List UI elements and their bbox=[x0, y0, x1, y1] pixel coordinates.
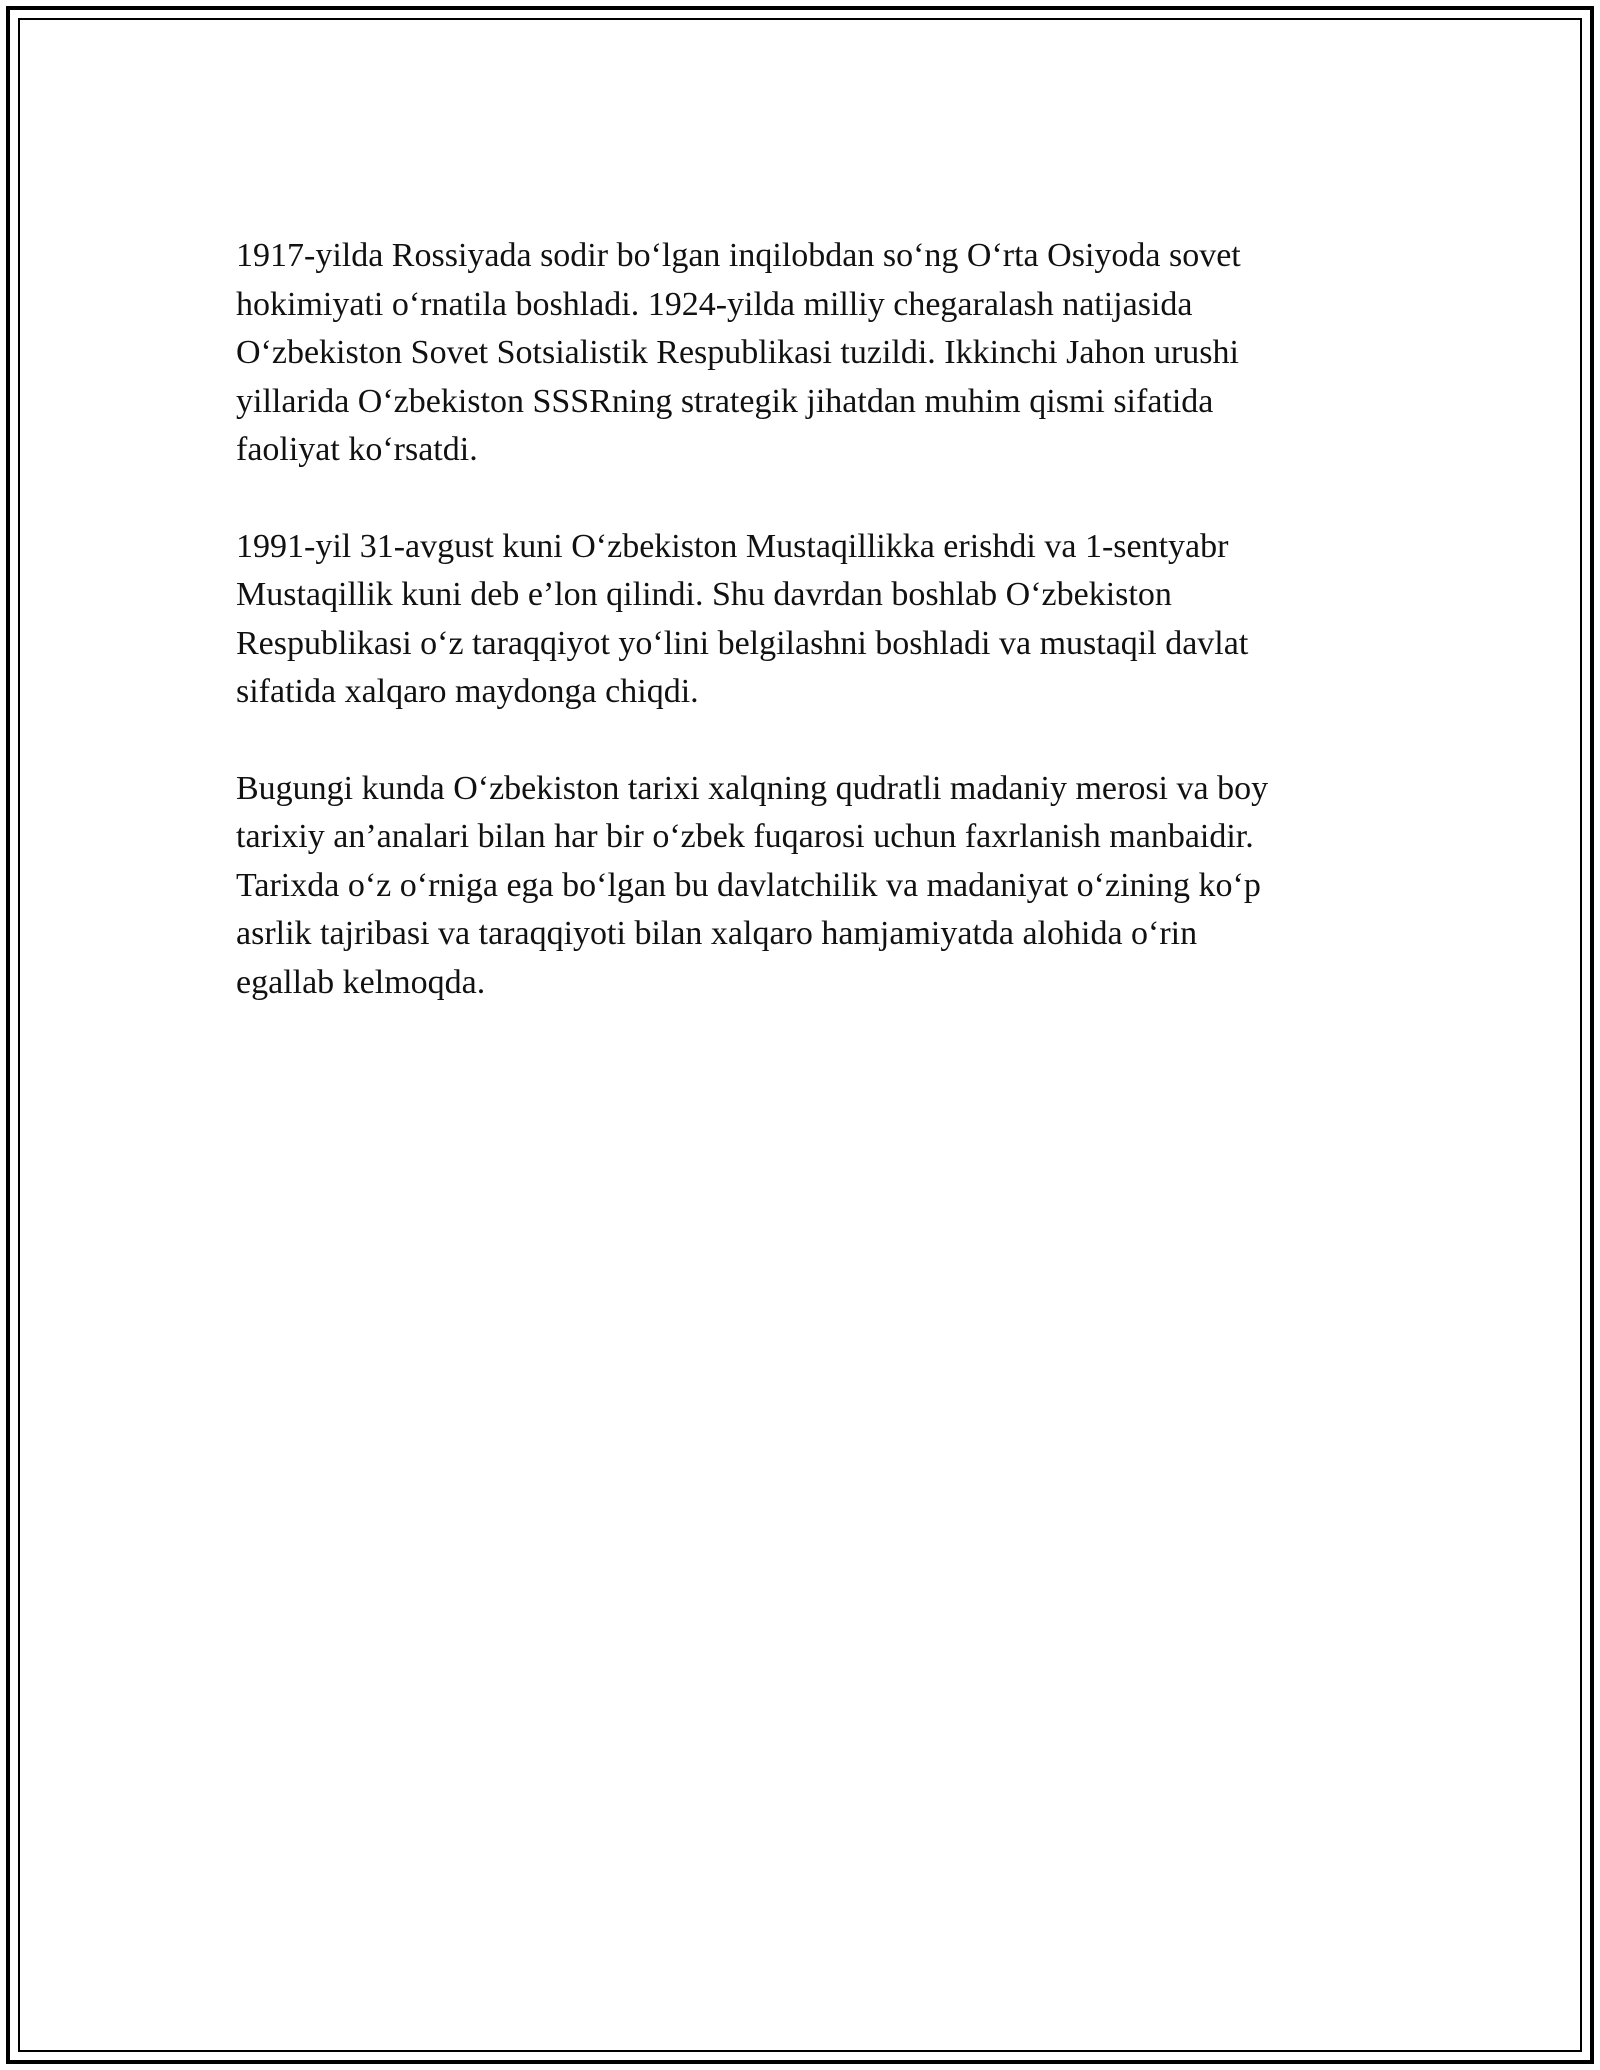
paragraph-1 bbox=[236, 232, 1376, 475]
text-line: O‘zbekiston Sovet Sotsialistik Respublikasi tuzildi. Ikkinchi Jahon urushi bbox=[236, 334, 1239, 371]
paragraph-3 bbox=[236, 765, 1376, 1008]
paragraph-2 bbox=[236, 523, 1376, 717]
text-line: hokimiyati o‘rnatila boshladi. 1924-yilda milliy chegaralash natijasida bbox=[236, 285, 1193, 323]
text-line: egallab kelmoqda. bbox=[236, 963, 486, 1001]
text-line: Bugungi kunda O‘zbekiston tarixi xalqning qudratli madaniy merosi va boy bbox=[236, 769, 1269, 807]
text-line: Respublikasi o‘z taraqqiyot yo‘lini belgilashni boshladi va mustaqil davlat bbox=[236, 624, 1249, 662]
text-line: Tarixda o‘z o‘rniga ega bo‘lgan bu davlatchilik va madaniyat o‘zining ko‘p bbox=[236, 866, 1261, 904]
text-line: 1991-yil 31-avgust kuni O‘zbekiston Mustaqillikka erishdi va 1-sentyabr bbox=[236, 527, 1229, 565]
text-line: tarixiy an’analari bilan har bir o‘zbek fuqarosi uchun faxrlanish manbaidir. bbox=[236, 818, 1254, 855]
text-line: 1917-yilda Rossiyada sodir bo‘lgan inqilobdan so‘ng O‘rta Osiyoda sovet bbox=[236, 237, 1241, 274]
text-line: faoliyat ko‘rsatdi. bbox=[236, 431, 478, 468]
text-line: asrlik tajribasi va taraqqiyoti bilan xalqaro hamjamiyatda alohida o‘rin bbox=[236, 915, 1198, 952]
text-line: Mustaqillik kuni deb e’lon qilindi. Shu davrdan boshlab O‘zbekiston bbox=[236, 576, 1172, 613]
text-line: yillarida O‘zbekiston SSSRning strategik jihatdan muhim qismi sifatida bbox=[236, 382, 1214, 420]
text-line: sifatida xalqaro maydonga chiqdi. bbox=[236, 673, 699, 710]
document-body bbox=[236, 232, 1376, 1055]
